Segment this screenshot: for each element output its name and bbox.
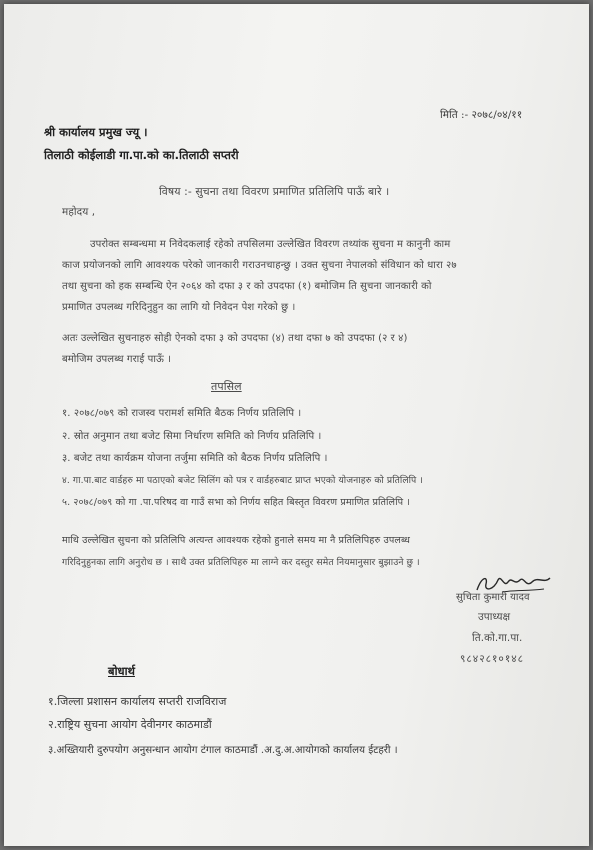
signatory-name: सुचिता कुमारी यादव xyxy=(456,592,530,603)
closing-para-line: गरिदिनुहुनका लागि अनुरोध छ । साथै उक्त प्रतिलिपिहरु मा लाग्ने कर दस्तुर समेत नियमानुसार बुझाउने छु । xyxy=(62,557,420,568)
tapsil-item: ४. गा.पा.बाट वार्डहरु मा पठाएको बजेट सिलिंग को पत्र र वार्डहरुबाट प्राप्त भएको योजनाहरु को प्रतिलिपि । xyxy=(62,475,423,486)
recipient-line-2: तिलाठी कोईलाडी गा.पा.को का.तिलाठी सप्तरी xyxy=(44,148,239,162)
bodharth-heading: बोधार्थ xyxy=(108,664,135,678)
letter-date: मिति :- २०७८/०४/११ xyxy=(440,109,523,121)
tapsil-item: ५. २०७८/०७९ को गा .पा.परिषद वा गाउँ सभा को निर्णय सहित बिस्तृत विवरण प्रमाणित प्रतिलिपि । xyxy=(62,497,411,508)
body-para1-line: प्रमाणित उपलब्ध गरिदिनुहुन का लागि यो निवेदन पेश गरेको छु । xyxy=(62,302,296,313)
tapsil-heading: तपसिल xyxy=(211,380,242,393)
tapsil-item: २. स्रोत अनुमान तथा बजेट सिमा निर्धारण समिति को निर्णय प्रतिलिपि । xyxy=(62,431,322,442)
signatory-phone: ९८४२८१०१४८ xyxy=(460,653,525,665)
body-para1-line: उपरोक्त सम्बन्धमा म निवेदकलाई रहेको तपसिलमा उल्लेखित विवरण तथ्यांक सुचना म कानुनी काम xyxy=(90,239,451,250)
bodharth-item: १.जिल्ला प्रशासन कार्यालय सप्तरी राजविराज xyxy=(48,695,227,708)
recipient-line-1: श्री कार्यालय प्रमुख ज्यू । xyxy=(44,125,148,139)
letter-page xyxy=(4,4,589,846)
body-para1-line: तथा सुचना को हक सम्बन्धि ऐन २०६४ को दफा ३ र को उपदफा (१) बमोजिम ति सुचना जानकारी को xyxy=(62,281,432,292)
bodharth-item: २.राष्ट्रिय सुचना आयोग देवीनगर काठमाडौं xyxy=(48,718,212,731)
signatory-org: ति.को.गा.पा. xyxy=(472,632,523,644)
signatory-title: उपाध्यक्ष xyxy=(478,611,511,623)
body-para2-line: बमोजिम उपलब्ध गराई पाऊँ । xyxy=(62,354,172,365)
salutation: महोदय , xyxy=(62,206,96,218)
bodharth-item: ३.अख्तियारी दुरुपयोग अनुसन्धान आयोग टंगाल काठमाडौं .अ.दु.अ.आयोगको कार्यालय ईटहरी । xyxy=(48,745,398,756)
tapsil-item: ३. बजेट तथा कार्यक्रम योजना तर्जुमा समिति को बैठक निर्णय प्रतिलिपि । xyxy=(62,453,328,464)
body-para2-line: अतः उल्लेखित सुचनाहरु सोही ऐनको दफा ३ को उपदफा (४) तथा दफा ७ को उपदफा (२ र ४) xyxy=(62,333,408,344)
subject-line: विषय :- सुचना तथा विवरण प्रमाणित प्रतिलिपि पाऊँ बारे । xyxy=(159,185,390,198)
tapsil-item: १. २०७८/०७९ को राजस्व परामर्श समिति बैठक निर्णय प्रतिलिपि । xyxy=(62,408,302,419)
body-para1-line: काज प्रयोजनको लागि आवश्यक परेको जानकारी गराउनचाहन्छु । उक्त सुचना नेपालको संविधान को धारा २७ xyxy=(62,260,457,271)
closing-para-line: माथि उल्लेखित सुचना को प्रतिलिपि अत्यन्त आवश्यक रहेको हुनाले समय मा नै प्रतिलिपिहरु उपलब्ध xyxy=(62,535,410,546)
